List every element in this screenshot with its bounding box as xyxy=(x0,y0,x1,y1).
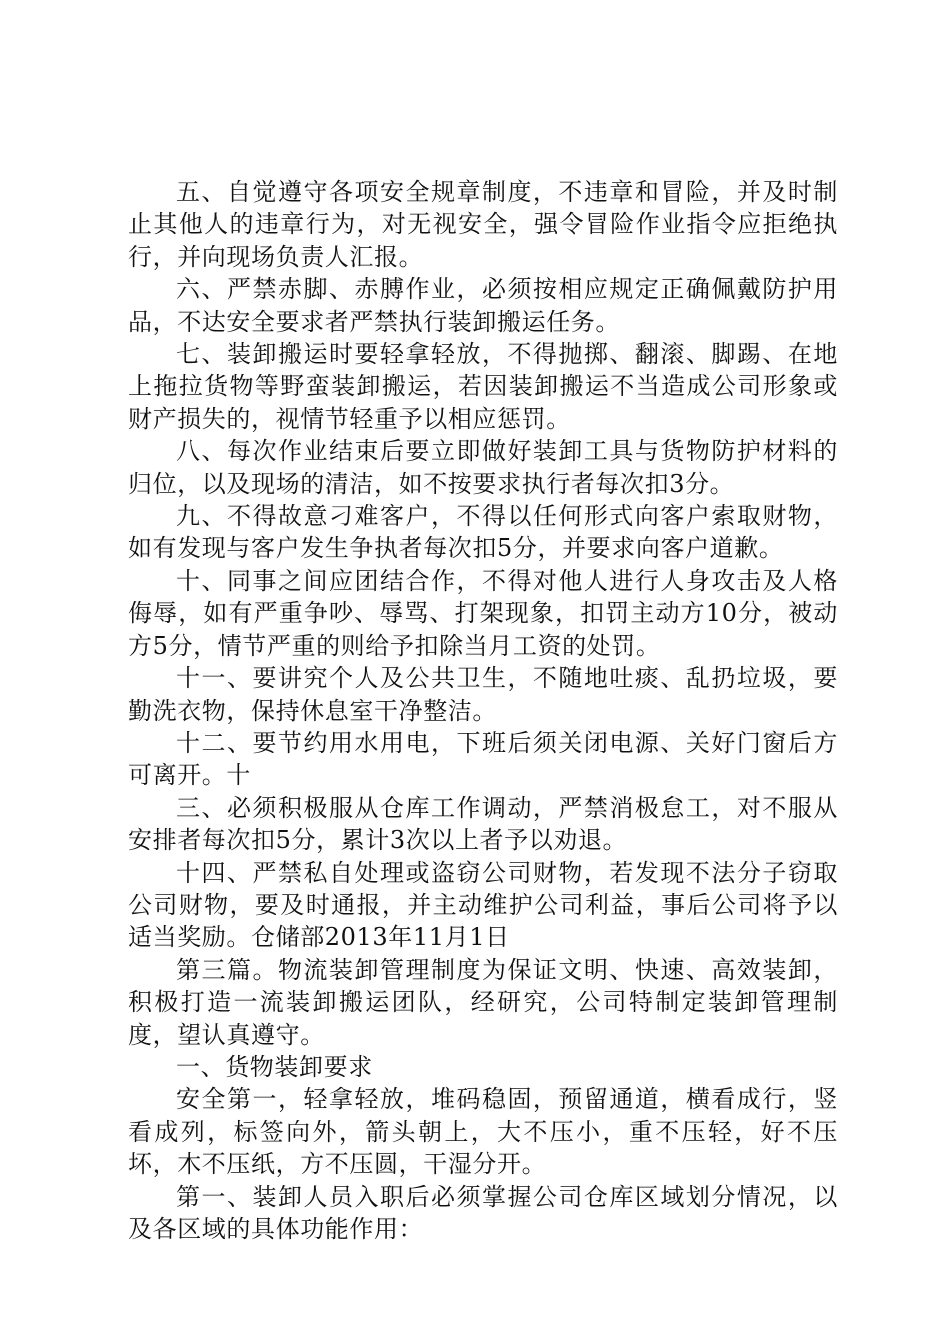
section-heading-loading-requirements: 一、货物装卸要求 xyxy=(176,1052,373,1081)
paragraph-rule-9: 九、不得故意刁难客户，不得以任何形式向客户索取财物，如有发现与客户发生争执者每次扣5分，并要求向客户道歉。 xyxy=(128,502,838,563)
paragraph-rule-13: 三、必须积极服从仓库工作调动，严禁消极怠工，对不服从安排者每次扣5分，累计3次以上者予以劝退。 xyxy=(128,793,838,855)
paragraph-rule-11: 十一、要讲究个人及公共卫生，不随地吐痰、乱扔垃圾，要勤洗衣物，保持休息室干净整洁。 xyxy=(128,664,838,725)
paragraph-rule-14: 十四、严禁私自处理或盗窃公司财物，若发现不法分子窃取公司财物，要及时通报，并主动维护公司利益，事后公司将予以适当奖励。仓储部2013年11月1日 xyxy=(128,858,838,952)
paragraph-rule-5: 五、自觉遵守各项安全规章制度，不违章和冒险，并及时制止其他人的违章行为，对无视安全，强令冒险作业指令应拒绝执行，并向现场负责人汇报。 xyxy=(128,178,838,271)
paragraph-part-3-intro: 第三篇。物流装卸管理制度为保证文明、快速、高效装卸，积极打造一流装卸搬运团队，经研究，公司特制定装卸管理制度，望认真遵守。 xyxy=(128,955,838,1049)
paragraph-rule-6: 六、严禁赤脚、赤膊作业，必须按相应规定正确佩戴防护用品，不达安全要求者严禁执行装卸搬运任务。 xyxy=(128,275,838,336)
paragraph-rule-12: 十二、要节约用水用电，下班后须关闭电源、关好门窗后方可离开。十 xyxy=(128,728,838,790)
paragraph-rule-10: 十、同事之间应团结合作，不得对他人进行人身攻击及人格侮辱，如有严重争吵、辱骂、打架现象，扣罚主动方10分，被动方5分，情节严重的则给予扣除当月工资的处罚。 xyxy=(128,566,838,660)
document-body xyxy=(128,176,838,1245)
paragraph-rule-8: 八、每次作业结束后要立即做好装卸工具与货物防护材料的归位，以及现场的清洁，如不按要求执行者每次扣3分。 xyxy=(128,437,838,498)
paragraph-loading-principles: 安全第一，轻拿轻放，堆码稳固，预留通道，横看成行，竖看成列，标签向外，箭头朝上，大不压小，重不压轻，好不压坏，木不压纸，方不压圆，干湿分开。 xyxy=(128,1085,838,1179)
paragraph-rule-7: 七、装卸搬运时要轻拿轻放，不得抛掷、翻滚、脚踢、在地上拖拉货物等野蛮装卸搬运，若因装卸搬运不当造成公司形象或财产损失的，视情节轻重予以相应惩罚。 xyxy=(128,340,838,433)
paragraph-item-1: 第一、装卸人员入职后必须掌握公司仓库区域划分情况，以及各区域的具体功能作用： xyxy=(128,1182,838,1243)
